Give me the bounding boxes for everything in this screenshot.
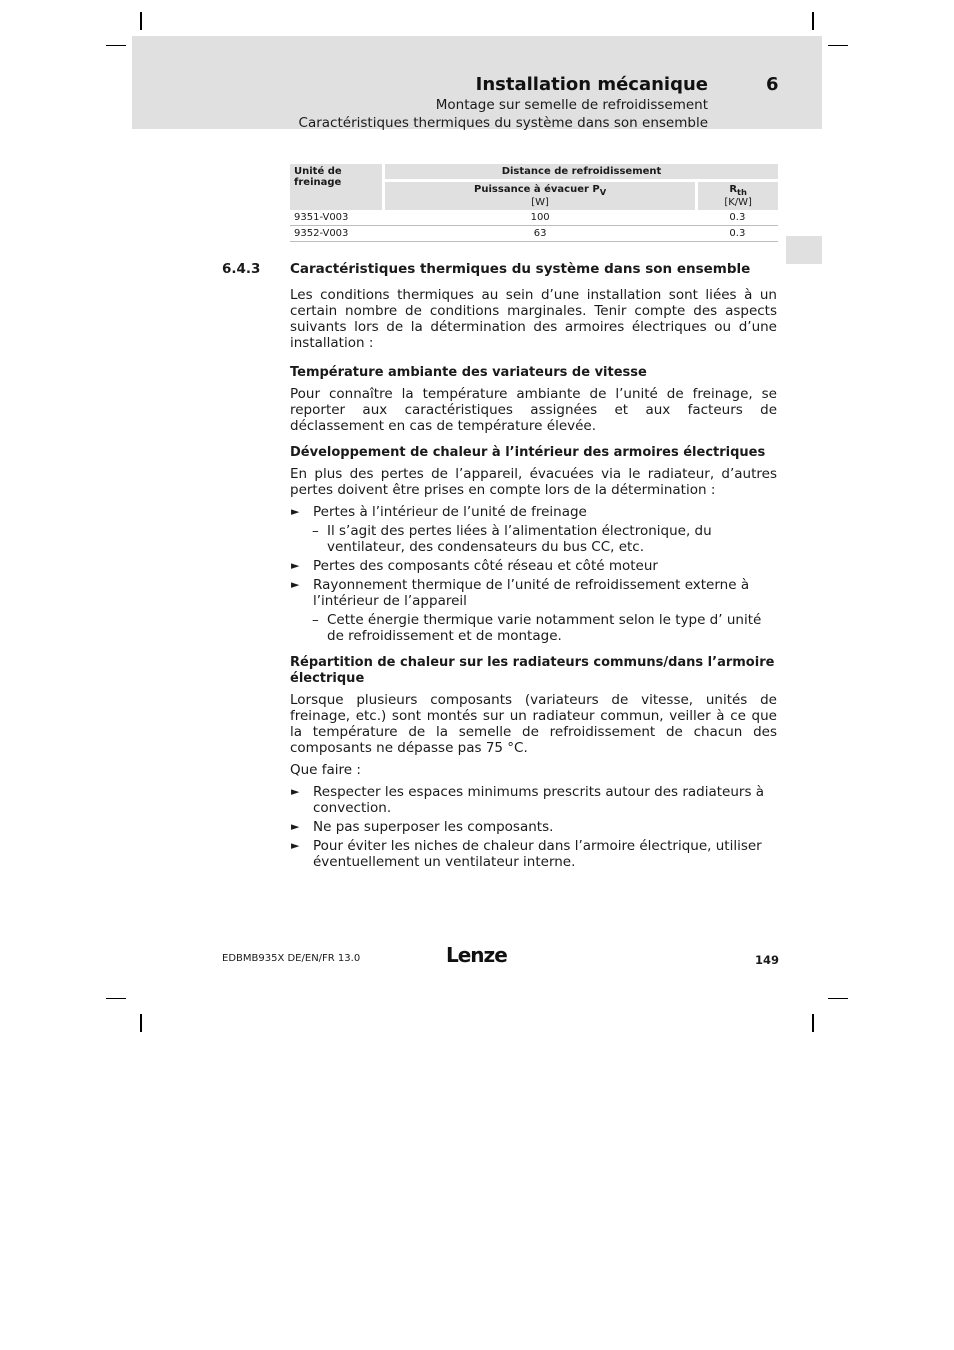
cell-rth: 0.3 (697, 210, 778, 226)
crop-mark (812, 12, 814, 30)
cell-unit: 9352-V003 (290, 226, 384, 242)
chapter-number: 6 (766, 74, 779, 95)
chapter-side-tab (786, 236, 822, 264)
document-id: EDBMB935X DE/EN/FR 13.0 (222, 953, 361, 964)
subheading-heat-distribution: Répartition de chaleur sur les radiateurs communs/dans l’armoire électrique (290, 655, 775, 686)
list-item: ► Pertes à l’intérieur de l’unité de freinage (291, 504, 587, 520)
crop-mark (140, 12, 142, 30)
list-item: – Il s’agit des pertes liées à l’alimentation électronique, du ventilateur, des condensateurs du bus CC, etc. (312, 523, 712, 555)
subheading-ambient: Température ambiante des variateurs de vitesse (290, 365, 647, 380)
col-header-power: Puissance à évacuer $P_V$ [W] (384, 181, 697, 211)
subheading-heat-development: Développement de chaleur à l’intérieur des armoires électriques (290, 445, 766, 460)
cooling-table (290, 164, 778, 242)
section-body (290, 287, 777, 873)
section-number: 6.4.3 (222, 261, 261, 277)
header-subtitle-2: Caractéristiques thermiques du système dans son ensemble (298, 115, 708, 131)
crop-mark (106, 45, 126, 46)
list-item: ► Rayonnement thermique de l’unité de refroidissement externe à l’intérieur de l’appareil (291, 577, 750, 609)
list-item: ► Ne pas superposer les composants. (291, 819, 554, 835)
list-item: ► Pertes des composants côté réseau et côté moteur (291, 558, 658, 574)
col-header-unit: Unité de freinage (290, 164, 384, 210)
cell-power: 100 (384, 210, 697, 226)
cell-rth: 0.3 (697, 226, 778, 242)
crop-mark (812, 1014, 814, 1032)
list-item: ► Respecter les espaces minimums prescrits autour des radiateurs à convection. (291, 784, 765, 816)
table-row (290, 210, 778, 226)
list-item: – Cette énergie thermique varie notamment selon le type d’ unité de refroidissement et de montage. (312, 612, 762, 644)
crop-mark (106, 998, 126, 999)
paragraph-heat-development: En plus des pertes de l’appareil, évacuées via le radiateur, d’autres pertes doivent être prises en compte lors de la détermination : (290, 466, 777, 498)
group-header: Distance de refroidissement (384, 164, 779, 181)
crop-mark (140, 1014, 142, 1032)
intro-paragraph: Les conditions thermiques au sein d’une installation sont liées à un certain nombre de conditions marginales. Tenir compte des aspects suivants lors de la détermination des armoires électriques ou d’une installation : (290, 287, 777, 351)
list-item: ► Pour éviter les niches de chaleur dans l’armoire électrique, utiliser éventuellement un ventilateur interne. (291, 838, 762, 870)
paragraph-heat-distribution: Lorsque plusieurs composants (variateurs de vitesse, unités de freinage, etc.) sont montés sur un radiateur commun, veiller à ce que la température de la semelle de refroidissement de chacun des composants ne dépasse pas 75 °C. (290, 692, 777, 756)
paragraph-what-to-do: Que faire : (290, 762, 361, 778)
cell-power: 63 (384, 226, 697, 242)
crop-mark (828, 998, 848, 999)
section-title: Caractéristiques thermiques du système dans son ensemble (290, 261, 751, 277)
paragraph-ambient: Pour connaître la température ambiante de l’unité de freinage, se reporter aux caractéristiques assignées et aux facteurs de déclassement en cas de température élevée. (290, 386, 777, 434)
header-subtitle-1: Montage sur semelle de refroidissement (435, 97, 708, 113)
page-number: 149 (755, 953, 780, 967)
lenze-logo: Lenze (446, 943, 507, 967)
col-header-rth: $R_{th}$ [K/W] (697, 181, 778, 211)
crop-mark (828, 45, 848, 46)
table-row (290, 226, 778, 242)
cell-unit: 9351-V003 (290, 210, 384, 226)
chapter-title: Installation mécanique (475, 74, 708, 95)
